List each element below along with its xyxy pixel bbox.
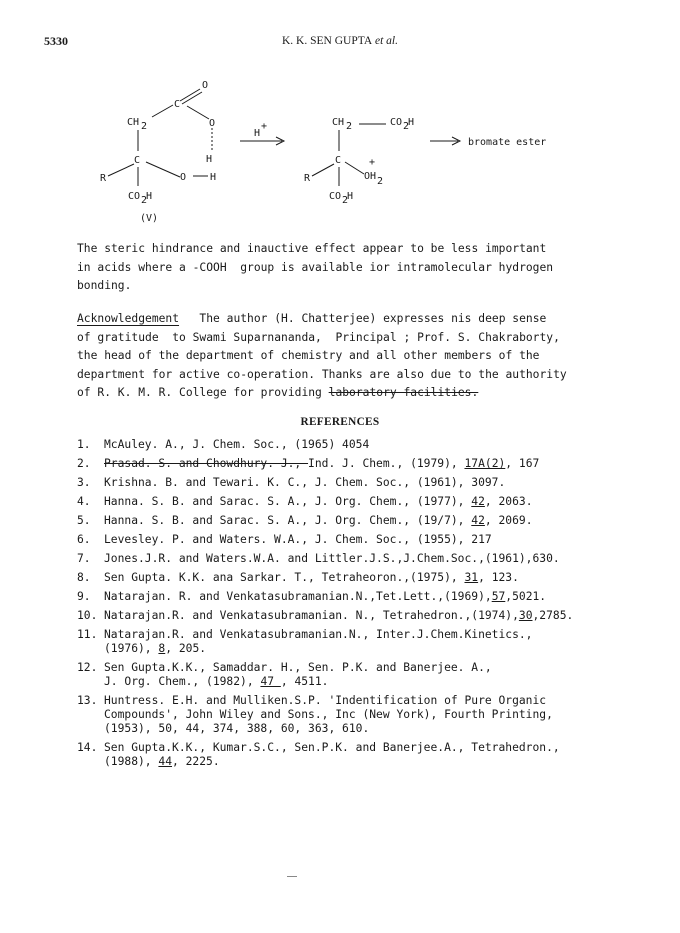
reference-9: [77, 590, 546, 604]
ref-text: Levesley. P. and Waters. W.A., J. Chem. Soc., (1955), 217: [104, 533, 492, 546]
label-r: R: [100, 173, 107, 184]
label-p-r: R: [304, 173, 311, 184]
ref-number: 10.: [77, 609, 98, 622]
reference-10: [77, 609, 573, 623]
ref-text: Natarajan. R. and Venkatasubramanian.N.,Tet.Lett.,(1969),: [104, 590, 492, 603]
reference-6: [77, 533, 492, 547]
ref-number: 8.: [77, 571, 91, 584]
label-p-oh2-sub: 2: [377, 176, 384, 187]
label-c-center: C: [134, 155, 141, 166]
bond-center-r: [108, 164, 134, 176]
reference-13: [77, 694, 553, 736]
label-co2h-sub: 2: [141, 195, 148, 206]
ref-number: 4.: [77, 495, 91, 508]
arrow-label-h: H: [254, 128, 261, 139]
ref-number: 1.: [77, 438, 91, 451]
ref-text: (1988),: [104, 755, 159, 768]
ack-last-text: of R. K. M. R. College for providing: [77, 386, 329, 400]
ref-text-tail: , 167: [505, 457, 540, 470]
steric-line: in acids where a -COOH group is available ior intramolecular hydrogen: [77, 260, 554, 274]
label-p-co2h-right-sub: 2: [403, 121, 410, 132]
label-p-oh2: OH: [364, 171, 377, 182]
ref-continuation: [77, 755, 560, 769]
ack-line: [77, 384, 597, 403]
ref-continuation: (1953), 50, 44, 374, 388, 60, 363, 610.: [104, 722, 370, 735]
ref-text: Krishna. B. and Tewari. K. C., J. Chem. Soc., (1961), 3097.: [104, 476, 506, 489]
ref-text: Sen Gupta.K.K., Kumar.S.C., Sen.P.K. and Banerjee.A., Tetrahedron.,: [104, 741, 560, 754]
label-o-carbonyl: O: [202, 80, 209, 91]
product-label: bromate ester: [468, 137, 547, 148]
reference-4: [77, 495, 533, 509]
ref-text-tail: ,2785.: [532, 609, 574, 622]
ref-text: Ind. J. Chem., (1979),: [308, 457, 465, 470]
label-co2h-h: H: [146, 191, 153, 202]
ref-number: 13.: [77, 694, 98, 707]
label-p-h-bottom: H: [347, 191, 354, 202]
reference-11: [77, 628, 532, 656]
ref-text-tail: , 2069.: [484, 514, 533, 527]
ref-text: Sen Gupta. K.K. ana Sarkar. T., Tetraheoron.,(1975),: [104, 571, 465, 584]
bond-p-c-r: [312, 164, 334, 176]
ref-number: 14.: [77, 741, 98, 754]
running-head-etal: et al.: [372, 35, 398, 47]
reference-2: [77, 457, 539, 471]
ref-continuation: [77, 675, 492, 689]
label-o-ring: O: [209, 118, 216, 129]
ref-number: 5.: [77, 514, 91, 527]
ref-text: Jones.J.R. and Waters.W.A. and Littler.J.S.,J.Chem.Soc.,(1961),630.: [104, 552, 560, 565]
ref-number: 3.: [77, 476, 91, 489]
label-p-ch2: CH: [332, 117, 345, 128]
ref-text-tail: ,5021.: [505, 590, 547, 603]
ref-number: 9.: [77, 590, 91, 603]
ref-number: 11.: [77, 628, 98, 641]
label-p-c: C: [335, 155, 342, 166]
reaction-scheme: [0, 0, 680, 235]
label-co2h-co: CO: [128, 191, 141, 202]
ref-volume: 42: [471, 514, 485, 527]
ref-text-tail: , 123.: [478, 571, 519, 584]
label-h-ring: H: [206, 154, 213, 165]
ref-text: J. Org. Chem., (1982),: [104, 675, 261, 688]
label-ch2: CH: [127, 117, 140, 128]
reference-8: [77, 571, 519, 585]
bond-center-oh: [146, 162, 180, 177]
ref-text: Natarajan.R. and Venkatasubramanian.N., Inter.J.Chem.Kinetics.,: [104, 628, 533, 641]
bond-c-o-ring: [187, 106, 209, 119]
label-p-co2h-bottom: CO: [329, 191, 342, 202]
ref-text-tail: , 4511.: [280, 675, 329, 688]
label-p-co2h-bottom-sub: 2: [342, 195, 349, 206]
ref-text: Hanna. S. B. and Sarac. S. A., J. Org. Chem., (19/7),: [104, 514, 472, 527]
reference-14: [77, 741, 560, 769]
bond-ch2-c: [152, 105, 173, 117]
steric-paragraph: [77, 240, 597, 296]
acknowledgement-paragraph: [77, 310, 597, 403]
ref-volume: 47: [260, 675, 281, 688]
ref-number: 12.: [77, 661, 98, 674]
compound-label: (V): [140, 213, 159, 224]
label-p-co2h-right: CO: [390, 117, 403, 128]
ack-line: of gratitude to Swami Suparnananda, Principal ; Prof. S. Chakraborty,: [77, 330, 560, 344]
ack-first-text: The author (H. Chatterjee) expresses nis deep sense: [179, 312, 547, 325]
label-h-oh: H: [210, 172, 217, 183]
ack-line: [77, 310, 597, 329]
ref-text: Hanna. S. B. and Sarac. S. A., J. Org. Chem., (1977),: [104, 495, 472, 508]
arrow-label-plus: +: [261, 121, 268, 132]
ref-number: 6.: [77, 533, 91, 546]
label-c-carbonyl: C: [174, 99, 181, 110]
ref-text: (1976),: [104, 642, 159, 655]
ref-volume: 57: [491, 590, 506, 603]
ref-text-tail: , 2063.: [484, 495, 533, 508]
label-p-plus: +: [369, 157, 376, 168]
ref-number: 2.: [77, 457, 91, 470]
label-o-h: O: [180, 172, 187, 183]
ref-text: Natarajan.R. and Venkatasubramanian. N., Tetrahedron.,(1974),: [104, 609, 519, 622]
reference-12: [77, 661, 492, 689]
page-number: 5330: [44, 34, 68, 48]
ref-text-tail: , 205.: [165, 642, 207, 655]
ref-text: Huntress. E.H. and Mulliken.S.P. 'Indentification of Pure Organic: [104, 694, 547, 707]
ref-volume: 8: [158, 642, 166, 655]
ref-text: Sen Gupta.K.K., Samaddar. H., Sen. P.K. and Banerjee. A.,: [104, 661, 492, 674]
ref-number: 7.: [77, 552, 91, 565]
ref-text: McAuley. A., J. Chem. Soc., (1965) 4054: [104, 438, 370, 451]
ack-last-struck: laboratory facilities.: [328, 386, 479, 400]
references-heading: REFERENCES: [300, 416, 380, 428]
label-p-ch2-sub: 2: [346, 121, 353, 132]
ref-volume: 44: [158, 755, 173, 768]
label-p-h-right: H: [408, 117, 415, 128]
ref-text-struck: Prasad. S. and Chowdhury. J.,: [104, 457, 309, 470]
running-head-authors: K. K. SEN GUPTA: [282, 35, 373, 47]
steric-line: bonding.: [77, 279, 132, 293]
ref-continuation: [77, 642, 532, 656]
ref-volume: 30: [518, 609, 533, 622]
label-ch2-sub: 2: [141, 121, 148, 132]
reference-1: [77, 438, 369, 452]
steric-line: The steric hindrance and inauctive effect appear to be less important: [77, 242, 547, 255]
bottom-mark: [287, 876, 297, 877]
reference-3: [77, 476, 505, 490]
ref-volume: 42: [471, 495, 485, 508]
ref-text-tail: , 2225.: [172, 755, 220, 768]
ack-line: department for active co-operation. Thanks are also due to the authority: [77, 367, 567, 381]
reference-7: [77, 552, 560, 566]
bond-p-c-oh2: [345, 162, 364, 174]
reference-5: [77, 514, 533, 528]
ref-continuation: Compounds', John Wiley and Sons., Inc (New York), Fourth Printing,: [104, 708, 553, 721]
ack-heading: Acknowledgement: [77, 312, 180, 325]
ack-line: the head of the department of chemistry and all other members of the: [77, 349, 540, 363]
ref-volume: 31: [464, 571, 479, 584]
ref-volume: 17A(2): [464, 457, 506, 470]
